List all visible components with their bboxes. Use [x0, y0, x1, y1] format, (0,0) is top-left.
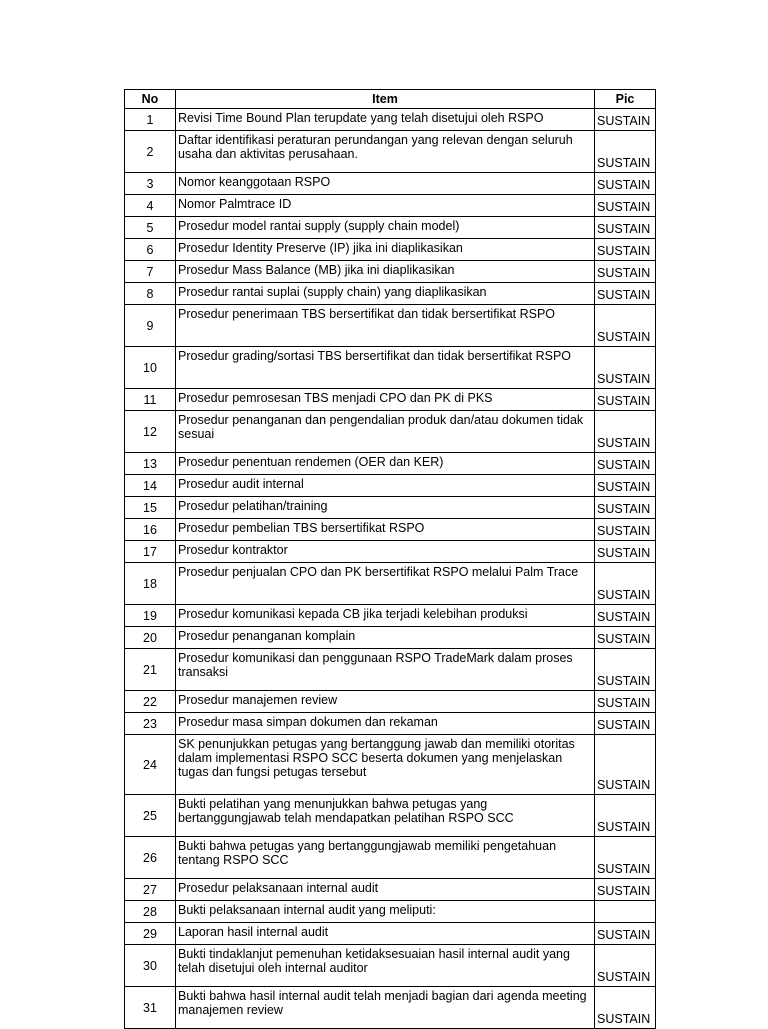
row-item: Prosedur Identity Preserve (IP) jika ini diaplikasikan: [176, 239, 595, 261]
row-pic: SUSTAIN: [595, 795, 656, 837]
table-row: [125, 131, 656, 173]
table-row: [125, 837, 656, 879]
table-row: [125, 217, 656, 239]
table-row: [125, 627, 656, 649]
row-number: 13: [125, 453, 176, 475]
table-row: [125, 411, 656, 453]
table-row: [125, 519, 656, 541]
row-pic: SUSTAIN: [595, 563, 656, 605]
row-pic: SUSTAIN: [595, 453, 656, 475]
row-number: 28: [125, 901, 176, 923]
table-row: [125, 735, 656, 795]
row-item: Prosedur komunikasi kepada CB jika terjadi kelebihan produksi: [176, 605, 595, 627]
row-number: 9: [125, 305, 176, 347]
row-number: 12: [125, 411, 176, 453]
row-pic: SUSTAIN: [595, 305, 656, 347]
row-item: Bukti tindaklanjut pemenuhan ketidaksesuaian hasil internal audit yang telah disetujui oleh internal auditor: [176, 945, 595, 987]
table-row: [125, 239, 656, 261]
row-pic: SUSTAIN: [595, 217, 656, 239]
row-item: Prosedur pelaksanaan internal audit: [176, 879, 595, 901]
row-item: Bukti bahwa petugas yang bertanggungjawab memiliki pengetahuan tentang RSPO SCC: [176, 837, 595, 879]
row-pic: SUSTAIN: [595, 519, 656, 541]
row-number: 5: [125, 217, 176, 239]
row-pic: SUSTAIN: [595, 347, 656, 389]
table-row: [125, 713, 656, 735]
row-number: 23: [125, 713, 176, 735]
row-number: 3: [125, 173, 176, 195]
row-item: Nomor Palmtrace ID: [176, 195, 595, 217]
row-number: 26: [125, 837, 176, 879]
table-row: [125, 987, 656, 1029]
row-number: 24: [125, 735, 176, 795]
row-number: 15: [125, 497, 176, 519]
table-row: [125, 923, 656, 945]
table-row: [125, 795, 656, 837]
row-pic: [595, 901, 656, 923]
row-item: SK penunjukkan petugas yang bertanggung jawab dan memiliki otoritas dalam implementasi RSPO SCC beserta dokumen yang menjelaskan tugas dan fungsi petugas tersebut: [176, 735, 595, 795]
row-item: Bukti bahwa hasil internal audit telah menjadi bagian dari agenda meeting manajemen review: [176, 987, 595, 1029]
row-pic: SUSTAIN: [595, 987, 656, 1029]
row-number: 4: [125, 195, 176, 217]
row-pic: SUSTAIN: [595, 283, 656, 305]
row-number: 14: [125, 475, 176, 497]
row-item: Prosedur pembelian TBS bersertifikat RSPO: [176, 519, 595, 541]
row-item: Revisi Time Bound Plan terupdate yang telah disetujui oleh RSPO: [176, 109, 595, 131]
table-row: [125, 605, 656, 627]
row-item: Nomor keanggotaan RSPO: [176, 173, 595, 195]
table-row: [125, 109, 656, 131]
row-item: Bukti pelaksanaan internal audit yang meliputi:: [176, 901, 595, 923]
table-row: [125, 347, 656, 389]
table-row: [125, 195, 656, 217]
row-number: 21: [125, 649, 176, 691]
table-header-row: [125, 90, 656, 109]
row-item: Prosedur pemrosesan TBS menjadi CPO dan PK di PKS: [176, 389, 595, 411]
row-number: 27: [125, 879, 176, 901]
row-pic: SUSTAIN: [595, 713, 656, 735]
row-item: Prosedur grading/sortasi TBS bersertifikat dan tidak bersertifikat RSPO: [176, 347, 595, 389]
row-pic: SUSTAIN: [595, 541, 656, 563]
row-pic: SUSTAIN: [595, 945, 656, 987]
row-item: Prosedur model rantai supply (supply chain model): [176, 217, 595, 239]
row-item: Daftar identifikasi peraturan perundangan yang relevan dengan seluruh usaha dan aktivitas perusahaan.: [176, 131, 595, 173]
row-number: 1: [125, 109, 176, 131]
row-item: Prosedur komunikasi dan penggunaan RSPO TradeMark dalam proses transaksi: [176, 649, 595, 691]
table-row: [125, 649, 656, 691]
header-item: Item: [176, 90, 595, 109]
row-pic: SUSTAIN: [595, 195, 656, 217]
row-item: Prosedur pelatihan/training: [176, 497, 595, 519]
row-pic: SUSTAIN: [595, 649, 656, 691]
row-number: 29: [125, 923, 176, 945]
row-number: 30: [125, 945, 176, 987]
row-item: Bukti pelatihan yang menunjukkan bahwa petugas yang bertanggungjawab telah mendapatkan pelatihan RSPO SCC: [176, 795, 595, 837]
row-pic: SUSTAIN: [595, 389, 656, 411]
header-no: No: [125, 90, 176, 109]
row-pic: SUSTAIN: [595, 239, 656, 261]
header-pic: Pic: [595, 90, 656, 109]
row-number: 7: [125, 261, 176, 283]
row-pic: SUSTAIN: [595, 497, 656, 519]
row-item: Prosedur manajemen review: [176, 691, 595, 713]
row-number: 19: [125, 605, 176, 627]
row-number: 16: [125, 519, 176, 541]
row-pic: SUSTAIN: [595, 131, 656, 173]
table-row: [125, 945, 656, 987]
row-item: Prosedur penentuan rendemen (OER dan KER): [176, 453, 595, 475]
table-row: [125, 283, 656, 305]
row-pic: SUSTAIN: [595, 173, 656, 195]
table-row: [125, 305, 656, 347]
row-number: 2: [125, 131, 176, 173]
row-item: Prosedur audit internal: [176, 475, 595, 497]
row-item: Prosedur penanganan komplain: [176, 627, 595, 649]
table-row: [125, 475, 656, 497]
table-row: [125, 541, 656, 563]
row-pic: SUSTAIN: [595, 109, 656, 131]
row-item: Prosedur rantai suplai (supply chain) yang diaplikasikan: [176, 283, 595, 305]
row-pic: SUSTAIN: [595, 261, 656, 283]
table-row: [125, 901, 656, 923]
table-row: [125, 691, 656, 713]
table-row: [125, 453, 656, 475]
row-number: 11: [125, 389, 176, 411]
document-checklist-table: [124, 89, 656, 1029]
row-pic: SUSTAIN: [595, 627, 656, 649]
row-pic: SUSTAIN: [595, 879, 656, 901]
table-row: [125, 389, 656, 411]
row-number: 17: [125, 541, 176, 563]
row-item: Prosedur penjualan CPO dan PK bersertifikat RSPO melalui Palm Trace: [176, 563, 595, 605]
row-pic: SUSTAIN: [595, 837, 656, 879]
row-item: Prosedur Mass Balance (MB) jika ini diaplikasikan: [176, 261, 595, 283]
row-number: 18: [125, 563, 176, 605]
row-number: 31: [125, 987, 176, 1029]
row-number: 8: [125, 283, 176, 305]
row-number: 25: [125, 795, 176, 837]
row-pic: SUSTAIN: [595, 691, 656, 713]
row-pic: SUSTAIN: [595, 605, 656, 627]
row-number: 20: [125, 627, 176, 649]
row-number: 10: [125, 347, 176, 389]
table-row: [125, 261, 656, 283]
row-number: 22: [125, 691, 176, 713]
row-pic: SUSTAIN: [595, 735, 656, 795]
table-row: [125, 497, 656, 519]
row-pic: SUSTAIN: [595, 923, 656, 945]
row-pic: SUSTAIN: [595, 475, 656, 497]
table-row: [125, 879, 656, 901]
table-row: [125, 173, 656, 195]
row-item: Laporan hasil internal audit: [176, 923, 595, 945]
row-item: Prosedur penanganan dan pengendalian produk dan/atau dokumen tidak sesuai: [176, 411, 595, 453]
row-pic: SUSTAIN: [595, 411, 656, 453]
row-item: Prosedur penerimaan TBS bersertifikat dan tidak bersertifikat RSPO: [176, 305, 595, 347]
row-number: 6: [125, 239, 176, 261]
row-item: Prosedur kontraktor: [176, 541, 595, 563]
row-item: Prosedur masa simpan dokumen dan rekaman: [176, 713, 595, 735]
table-row: [125, 563, 656, 605]
